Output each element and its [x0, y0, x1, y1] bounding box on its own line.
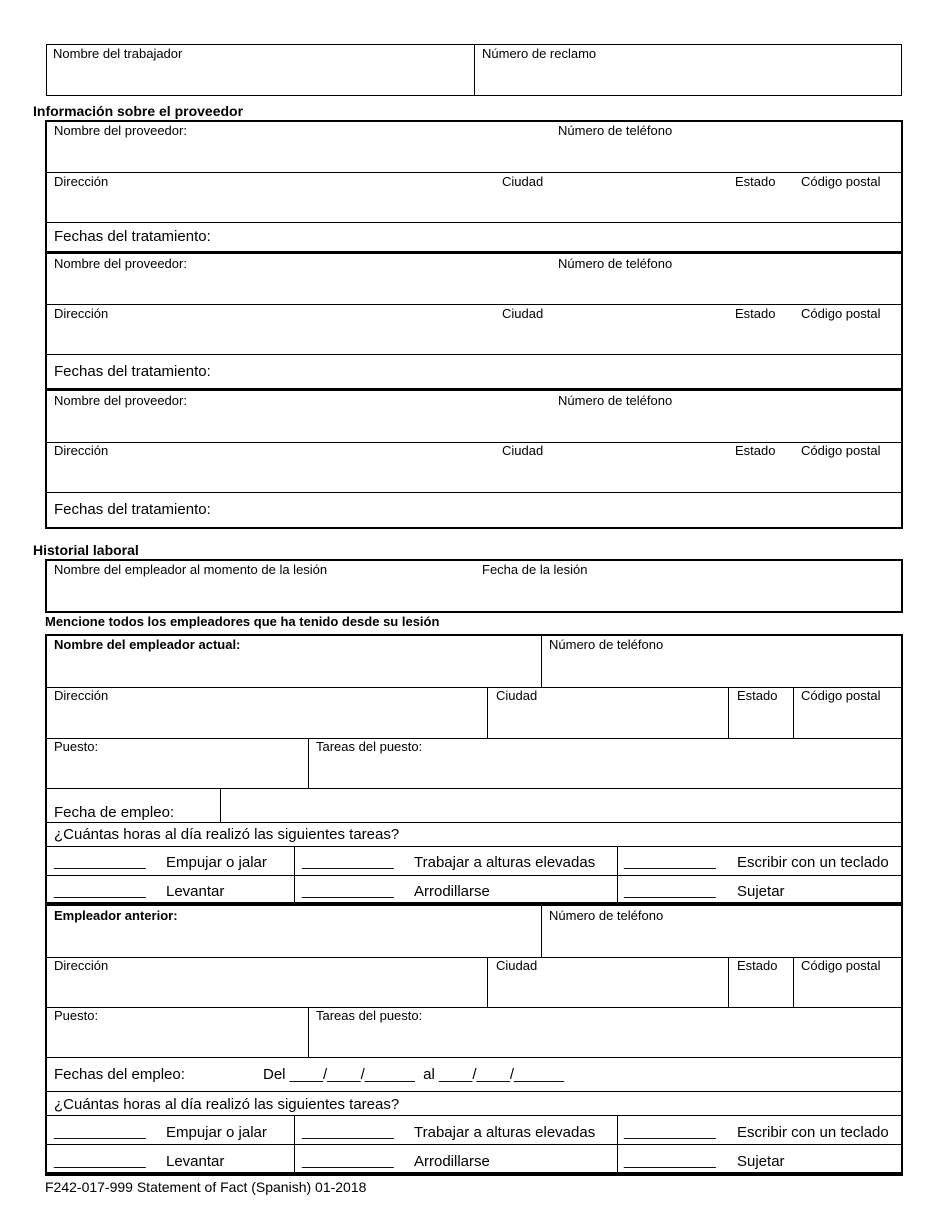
task-label: Escribir con un teclado: [737, 1124, 889, 1141]
col-divider: [308, 1007, 309, 1057]
provider-3-dates-label: Fechas del tratamiento:: [54, 501, 211, 518]
previous-employer-position-label: Puesto:: [54, 1008, 99, 1023]
previous-employer-name-label: Empleador anterior:: [54, 908, 178, 923]
provider-2-zip-label: Código postal: [801, 306, 881, 321]
row-divider: [46, 1115, 902, 1116]
col-divider: [728, 687, 729, 738]
task-blank[interactable]: ___________: [302, 853, 394, 870]
current-employment-date-field[interactable]: [222, 790, 900, 821]
current-employer-zip-label: Código postal: [801, 688, 881, 703]
row-divider: [46, 1144, 902, 1145]
provider-2-row-divider: [46, 354, 902, 355]
provider-2-dates-field[interactable]: [220, 356, 900, 387]
col-divider: [220, 788, 221, 822]
task-label: Trabajar a alturas elevadas: [414, 1124, 596, 1141]
current-employer-duties-label: Tareas del puesto:: [316, 739, 423, 754]
provider-3-address-label: Dirección: [54, 443, 109, 458]
provider-3-state-label: Estado: [735, 443, 776, 458]
provider-1-city-label: Ciudad: [502, 174, 544, 189]
col-divider: [617, 846, 618, 902]
task-blank[interactable]: ___________: [624, 1123, 716, 1140]
task-label: Empujar o jalar: [166, 854, 267, 871]
task-label: Empujar o jalar: [166, 1124, 267, 1141]
previous-employer-address-field[interactable]: [47, 959, 486, 1006]
task-label: Arrodillarse: [414, 1153, 490, 1170]
worker-name-label: Nombre del trabajador: [53, 46, 183, 61]
current-employer-city-label: Ciudad: [496, 688, 538, 703]
col-divider: [308, 738, 309, 788]
provider-1-address-field[interactable]: [47, 174, 497, 221]
provider-separator: [46, 251, 902, 254]
col-divider: [541, 906, 542, 957]
provider-2-address-field[interactable]: [47, 306, 497, 353]
employers-instruction: Mencione todos los empleadores que ha tenido desde su lesión: [45, 614, 440, 629]
provider-1-address-label: Dirección: [54, 174, 109, 189]
task-label: Escribir con un teclado: [737, 854, 889, 871]
provider-3-row-divider: [46, 492, 902, 493]
col-divider: [541, 636, 542, 687]
previous-employer-phone-label: Número de teléfono: [549, 908, 664, 923]
task-label: Trabajar a alturas elevadas: [414, 854, 596, 871]
provider-1-zip-label: Código postal: [801, 174, 881, 189]
work-history-title: Historial laboral: [33, 542, 139, 558]
current-employer-position-label: Puesto:: [54, 739, 99, 754]
provider-2-state-label: Estado: [735, 306, 776, 321]
provider-3-city-label: Ciudad: [502, 443, 544, 458]
task-blank[interactable]: ___________: [54, 1152, 146, 1169]
task-blank[interactable]: ___________: [54, 853, 146, 870]
row-divider: [46, 1091, 902, 1092]
previous-employer-city-label: Ciudad: [496, 958, 538, 973]
task-blank[interactable]: ___________: [54, 882, 146, 899]
provider-3-phone-label: Número de teléfono: [558, 393, 673, 408]
task-label: Levantar: [166, 883, 225, 900]
col-divider: [487, 957, 488, 1007]
previous-employment-dates-label: Fechas del empleo:: [54, 1066, 185, 1083]
provider-3-zip-label: Código postal: [801, 443, 881, 458]
task-blank[interactable]: ___________: [54, 1123, 146, 1140]
provider-3-dates-field[interactable]: [220, 494, 900, 526]
previous-hours-question: ¿Cuántas horas al día realizó las siguientes tareas?: [54, 1096, 400, 1113]
provider-1-row-divider: [46, 222, 902, 223]
task-blank[interactable]: ___________: [302, 1152, 394, 1169]
col-divider: [617, 1115, 618, 1174]
current-employer-state-label: Estado: [737, 688, 778, 703]
provider-1-dates-label: Fechas del tratamiento:: [54, 228, 211, 245]
row-divider: [46, 738, 902, 739]
injury-date-label: Fecha de la lesión: [482, 562, 588, 577]
provider-2-phone-label: Número de teléfono: [558, 256, 673, 271]
provider-1-dates-field[interactable]: [220, 224, 900, 250]
provider-1-row-divider: [46, 172, 902, 173]
previous-employer-state-label: Estado: [737, 958, 778, 973]
task-blank[interactable]: ___________: [624, 882, 716, 899]
col-divider: [294, 1115, 295, 1174]
provider-1-phone-label: Número de teléfono: [558, 123, 673, 138]
provider-2-row-divider: [46, 304, 902, 305]
col-divider: [793, 957, 794, 1007]
provider-2-city-label: Ciudad: [502, 306, 544, 321]
current-employer-name-label: Nombre del empleador actual:: [54, 637, 241, 652]
provider-3-address-field[interactable]: [47, 444, 497, 491]
task-label: Levantar: [166, 1153, 225, 1170]
previous-employer-duties-label: Tareas del puesto:: [316, 1008, 423, 1023]
provider-1-state-label: Estado: [735, 174, 776, 189]
current-employer-address-label: Dirección: [54, 688, 109, 703]
employer-at-injury-label: Nombre del empleador al momento de la lesión: [54, 562, 328, 577]
provider-1-name-label: Nombre del proveedor:: [54, 123, 187, 138]
previous-employment-from-to[interactable]: Del ____/____/______ al ____/____/______: [263, 1066, 565, 1083]
previous-employer-address-label: Dirección: [54, 958, 109, 973]
claim-number-label: Número de reclamo: [482, 46, 597, 61]
task-label: Sujetar: [737, 883, 785, 900]
row-divider: [46, 1007, 902, 1008]
current-employer-phone-label: Número de teléfono: [549, 637, 664, 652]
col-divider: [793, 687, 794, 738]
task-label: Arrodillarse: [414, 883, 490, 900]
provider-section-title: Información sobre el proveedor: [33, 103, 244, 119]
row-divider: [46, 846, 902, 847]
provider-2-dates-label: Fechas del tratamiento:: [54, 363, 211, 380]
col-divider: [487, 687, 488, 738]
employer-separator: [46, 902, 902, 906]
task-blank[interactable]: ___________: [624, 853, 716, 870]
row-divider: [46, 788, 902, 789]
row-divider: [46, 822, 902, 823]
row-divider: [46, 1057, 902, 1058]
provider-2-address-label: Dirección: [54, 306, 109, 321]
task-blank[interactable]: ___________: [302, 882, 394, 899]
current-employment-date-label: Fecha de empleo:: [54, 804, 175, 821]
provider-separator: [46, 388, 902, 391]
col-divider: [294, 846, 295, 902]
task-blank[interactable]: ___________: [302, 1123, 394, 1140]
previous-employer-zip-label: Código postal: [801, 958, 881, 973]
col-divider: [728, 957, 729, 1007]
current-hours-question: ¿Cuántas horas al día realizó las siguientes tareas?: [54, 826, 400, 843]
current-employer-address-field[interactable]: [47, 689, 486, 737]
employers-box-bottom: [45, 1172, 903, 1176]
task-label: Sujetar: [737, 1153, 785, 1170]
task-blank[interactable]: ___________: [624, 1152, 716, 1169]
provider-2-name-label: Nombre del proveedor:: [54, 256, 187, 271]
row-divider: [46, 875, 902, 876]
form-id: F242-017-999 Statement of Fact (Spanish) 01-2018: [45, 1179, 367, 1195]
provider-3-name-label: Nombre del proveedor:: [54, 393, 187, 408]
